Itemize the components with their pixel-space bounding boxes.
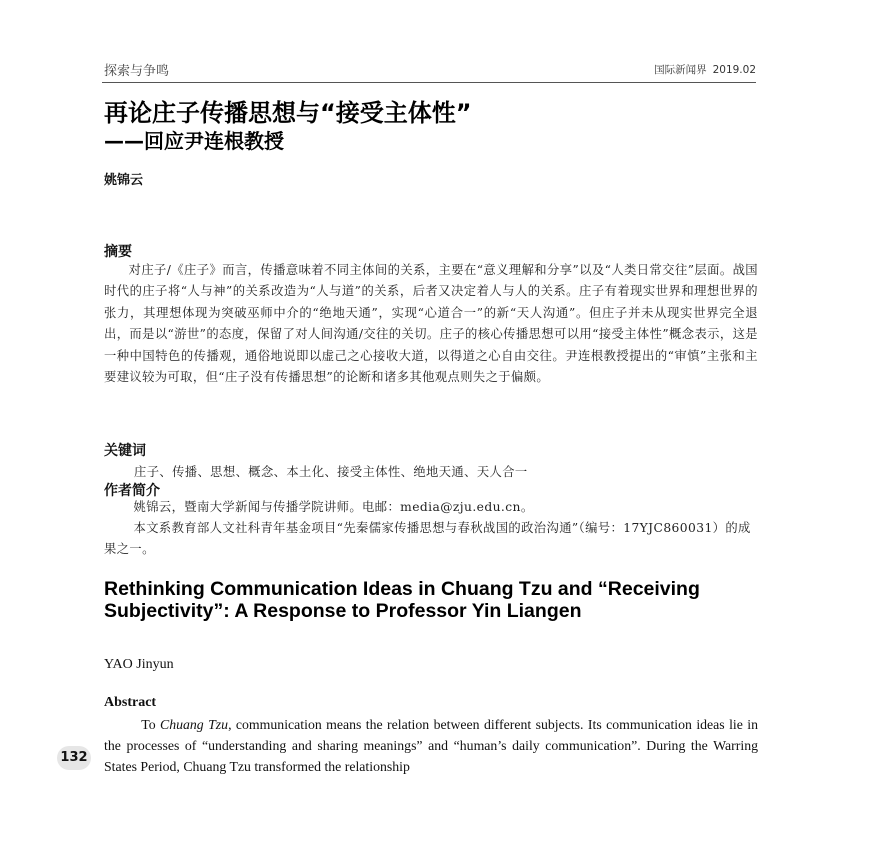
english-author: YAO Jinyun bbox=[104, 657, 174, 672]
keywords-text: 庄子、传播、思想、概念、本土化、接受主体性、绝地天通、天人合一 bbox=[134, 465, 528, 479]
chinese-title: 再论庄子传播思想与“接受主体性” bbox=[104, 99, 472, 127]
abstract-label-en: Abstract bbox=[104, 695, 157, 710]
abstract-text-cn: 对庄子/《庄子》而言，传播意味着不同主体间的关系，主要在“意义理解和分享”以及“人类日常交往”层面。战国时代的庄子将“人与神”的关系改造为“人与道”的关系，后者又决定着人与人的关系。庄子有着现实世界和理想世界的张力，其理想体现为突破巫师中介的“绝地天通”，实现“心道合一”的新“天人沟通”。但庄子并未从现实世界完全退出，而是以“游世”的态度，保留了对人间沟通/交往的关切。庄子的核心传播思想可以用“接受主体性”概念表示，这是一种中国特色的传播观，通俗地说即以虚己之心接收大道，以得道之心自由交往。尹连根教授提出的“审慎”主张和主要建议较为可取，但“庄子没有传播思想”的论断和诸多其他观点则失之于偏颇。 bbox=[104, 263, 758, 385]
author-info-label: 作者简介 bbox=[104, 483, 160, 499]
journal-issue bbox=[648, 62, 756, 77]
abstract-text-en: To Chuang Tzu, communication means the relation between different subjects. Its communication ideas lie in the processes of “understanding and sharing meanings” and “human’s daily communication”. During the Warring States Period, Chuang Tzu transformed the relationship bbox=[104, 717, 758, 774]
abstract-label-cn: 摘要 bbox=[104, 244, 132, 260]
chinese-subtitle: ——回应尹连根教授 bbox=[104, 129, 284, 153]
page-number: 132 bbox=[57, 746, 91, 770]
journal-name: 国际新闻界 bbox=[654, 64, 707, 76]
english-title: Rethinking Communication Ideas in Chuang Tzu and “Receiving Subjectivity”: A Response to Professor Yin Liangen bbox=[104, 578, 700, 622]
keywords-label: 关键词 bbox=[104, 443, 146, 459]
funding-note: 本文系教育部人文社科青年基金项目“先秦儒家传播思想与春秋战国的政治沟通”（编号：17YJC860031）的成果之一。 bbox=[104, 521, 751, 556]
section-name: 探索与争鸣 bbox=[104, 64, 170, 79]
chinese-author: 姚锦云 bbox=[104, 173, 144, 188]
author-info-text: 姚锦云，暨南大学新闻与传播学院讲师。电邮：media@zju.edu.cn。 bbox=[133, 500, 534, 514]
issue-number: 2019.02 bbox=[712, 64, 756, 76]
running-header bbox=[102, 58, 756, 83]
